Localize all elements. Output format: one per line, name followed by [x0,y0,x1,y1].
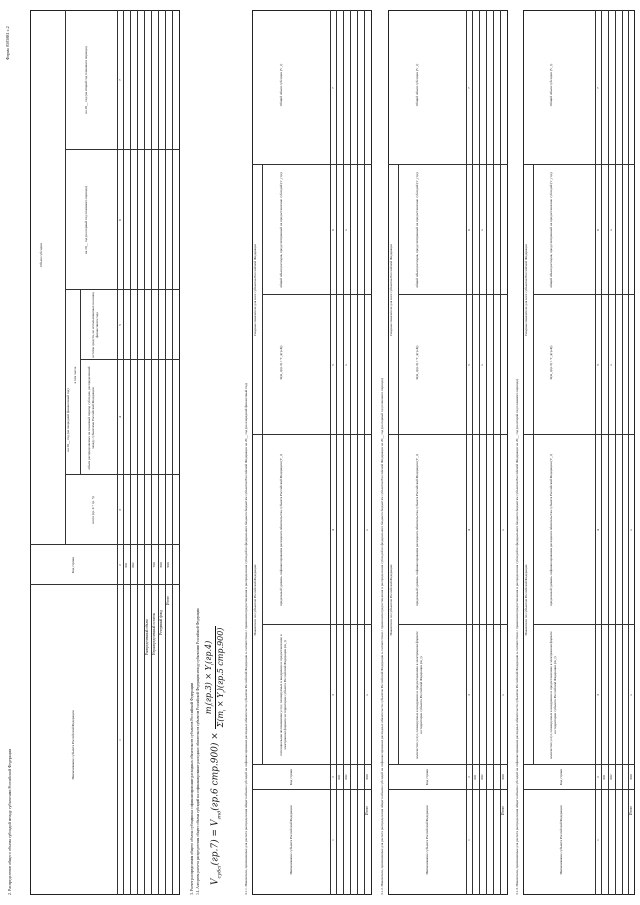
s33-col-subject: Наименование субъекта Российской Федерации [559,805,563,875]
s33-colnum: 7 [596,87,600,89]
s33-x-mark: x [609,364,613,366]
s2-colnum-4: 4 [118,416,122,418]
s31-total-label: Итого [365,805,369,815]
s31-row-code: 900 [365,774,369,780]
s2-row-code: 900 [166,562,170,568]
s33-x-mark: x [629,694,633,696]
s33-colnum: 4 [596,529,600,531]
s2-col-year-current: на 20__ год (на очередной финансовый год) [66,388,70,452]
section3-1-title: 3.1.1. Показатели, применяемые для расчета распределения общего объема субсидий на софинансирование расходных обязательств субъектов Российской Федерации в соответствии с правилами предоставления и распределения субсидий из федерального бюджета бюджетам субъектов Российской Федерации на 20__ год (на очередной финансовый год) [244,383,248,895]
s32-row-code: 900 [501,774,505,780]
s32-colnum: 7 [467,87,471,89]
s32-col-ind1: количество услуг, планируемых к внедрению и предоставлению в электронном формате на территории субъекта Российской Федерации (m_i) [415,631,423,759]
s33-col-result: Общий объем субсидии (V_i) [549,63,553,107]
section2-title: 2. Распределение общего объема субсидий между субъектами Российской Федерации [7,749,12,895]
s2-colnum-3: 3 [118,509,122,511]
s31-x-mark: x [344,229,348,231]
s33-row-code: 900 [629,774,633,780]
s32-col-indicator-group: Показатели по субъектам Российской Федерации [389,564,393,636]
s31-col-sum: Σ(m_i(гр.3) × Y_i(гр.4)) [279,345,283,380]
s33-col-summary-group: Сводные показатели для всех субъектов Российской Федерации [524,243,528,337]
s31-col-result: Общий объем субсидии (V_i) [279,63,283,107]
s2-row-code: 800 [159,562,163,568]
s32-colnum: 4 [467,529,471,531]
s32-col-code: Код строки [425,768,429,786]
s2-colnum-5: 5 [118,324,122,326]
s2-row-code: 001 [124,562,128,568]
s32-row-code: 002 [480,774,484,780]
s31-col-code: Код строки [289,768,293,786]
s33-col-sum: Σ(m_i(гр.3) × Y_i(гр.4)) [549,345,553,380]
s32-colnum: 3 [467,694,471,696]
section3-title: 3. Расчет распределения общего объема субсидии на софинансирование расходных обязательств субъектов Российской Федерации [190,683,194,895]
s32-colnum: 1 [467,839,471,841]
s32-colnum: 2 [467,776,471,778]
distribution-formula: $V_{субсi}(гр.7) = V_{гпд}(гр.6$ стр.900) × $m_i(гр.3) \times Y_i(гр.4)$ $\Sigma(m_i \times Y_i)(гр.5$ стр.900) [204,627,227,885]
s2-row-label: Резервный фонд [159,609,163,635]
s31-col-total-vol: общий объем расходов, предусмотренный на предоставление субсидий (V_гпд) [279,172,283,288]
form-code: Форма 0505881 с.2 [5,26,10,60]
s31-col-indicator-group: Показатели по субъектам Российской Федерации [253,564,257,636]
s32-col-total-vol: общий объем расходов, предусмотренный на предоставление субсидий (V_гпд) [415,172,419,288]
s2-col-year-p2: на 20__ год (на второй год планового периода) [84,46,88,114]
s31-colnum: 2 [331,776,335,778]
s2-col-incl: в том числе [73,366,77,384]
s32-x-mark: x [480,364,484,366]
s2-row-code: 002 [131,562,135,568]
s31-x-mark: x [365,694,369,696]
s31-colnum: 1 [331,839,335,841]
section3-1-table [252,10,372,895]
s2-col-code: Код строки [71,556,75,574]
s33-col-indicator-group: Показатели по субъектам Российской Федерации [524,564,528,636]
s33-x-mark: x [609,229,613,231]
s2-col-sub1: объем распределяемых на плановый период субсидии, распределенной между субъектами Российской Федерации [87,366,95,470]
s32-col-result: Общий объем субсидии (V_i) [415,63,419,107]
s31-x-mark: x [365,529,369,531]
s32-x-mark: x [480,229,484,231]
s2-colnum-7: 7 [118,79,122,81]
s33-colnum: 1 [596,839,600,841]
s2-col-subject: Наименование субъекта Российской Федерации [71,710,75,780]
section3-2-title: 3.1.2. Показатели, применяемые для расчета распределения общего объема субсидий на софинансирование расходных обязательств субъектов Российской Федерации в соответствии с правилами предоставления и распределения субсидий из федерального бюджета бюджетам субъектов Российской Федерации на 20__ год (на первый год планового периода) [380,378,384,895]
s33-col-ind1: количество услуг, планируемых к внедрению и предоставлению в электронном формате на территории субъекта Российской Федерации (m_i) [549,631,557,759]
s2-row-label: Итого [166,595,170,605]
s33-row-code: 002 [609,774,613,780]
s32-col-subject: Наименование субъекта Российской Федерации [425,805,429,875]
s31-colnum: 4 [331,529,335,531]
s33-col-total-vol: общий объем расходов, предусмотренный на предоставление субсидий (V_гпд) [549,172,553,288]
s2-col-sub2: остаток средств, не использованных на конец финансового года [91,292,99,358]
section3-2-table [388,10,508,895]
s32-x-mark: x [501,694,505,696]
s2-colnum-2: 2 [118,564,122,566]
s2-row-label-distributed: Распределенный объем [145,619,149,655]
s2-col-total: всего (гр. 4 + гр. 5) [91,496,95,524]
s32-colnum: 6 [467,229,471,231]
s2-col-year-p1: на 20__ год (на первый год планового периода) [84,185,88,255]
s31-colnum: 3 [331,694,335,696]
s33-colnum: 5 [596,364,600,366]
s32-x-mark: x [501,529,505,531]
s31-row-code: 001 [337,774,341,780]
s33-col-code: Код строки [559,768,563,786]
s33-total-label: Итого [629,805,633,815]
s32-total-label: Итого [501,805,505,815]
section3-3-title: 3.1.3. Показатели, применяемые для расчета распределения общего объема субсидий на софинансирование расходных обязательств субъектов Российской Федерации в соответствии с правилами предоставления и распределения субсидий из федерального бюджета бюджетам субъектов Российской Федерации на 20__ год (на второй год планового периода) [515,379,519,895]
s2-row-label: Нераспределенный остаток [152,612,156,655]
s31-colnum: 5 [331,364,335,366]
s31-colnum: 7 [331,87,335,89]
s31-col-ind2: предельный уровень софинансирования расходного обязательства субъекта Российской Федерации (Y_i) [279,454,283,606]
s32-col-ind2: предельный уровень софинансирования расходного обязательства субъекта Российской Федерации (Y_i) [415,454,419,606]
section3-subtitle: 3.1. Алгоритм расчета распределения общего объема субсидий на софинансирование расходных обязательств субъектов Российской Федерации между субъектами Российской Федерации [196,608,200,895]
s31-row-code: 002 [344,774,348,780]
s33-col-ind2: предельный уровень софинансирования расходного обязательства субъекта Российской Федерации (Y_i) [549,454,553,606]
s31-col-subject: Наименование субъекта Российской Федерации [289,805,293,875]
s31-colnum: 6 [331,229,335,231]
s2-colnum-6: 6 [118,219,122,221]
s32-col-summary-group: Сводные показатели для всех субъектов Российской Федерации [389,243,393,337]
s33-colnum: 6 [596,229,600,231]
s2-row-code: 700 [152,562,156,568]
s31-x-mark: x [344,364,348,366]
s33-x-mark: x [629,529,633,531]
s32-col-sum: Σ(m_i(гр.3) × Y_i(гр.4)) [415,345,419,380]
section3-3-table [523,10,635,895]
s33-row-code: 001 [602,774,606,780]
s33-colnum: 2 [596,776,600,778]
s2-col-volume: Объем субсидии [39,243,43,267]
s32-row-code: 001 [473,774,477,780]
s31-col-summary-group: Сводные показатели для всех субъектов Российской Федерации [253,243,257,337]
s31-col-ind1: потенциальная оплачиваемая услуг, планируемых к внедрению и предоставлению в электронном формате на территории субъекта Российской Федерации (m_i) [279,634,287,756]
s33-colnum: 3 [596,694,600,696]
s2-colnum-1: 1 [118,739,122,741]
s32-colnum: 5 [467,364,471,366]
